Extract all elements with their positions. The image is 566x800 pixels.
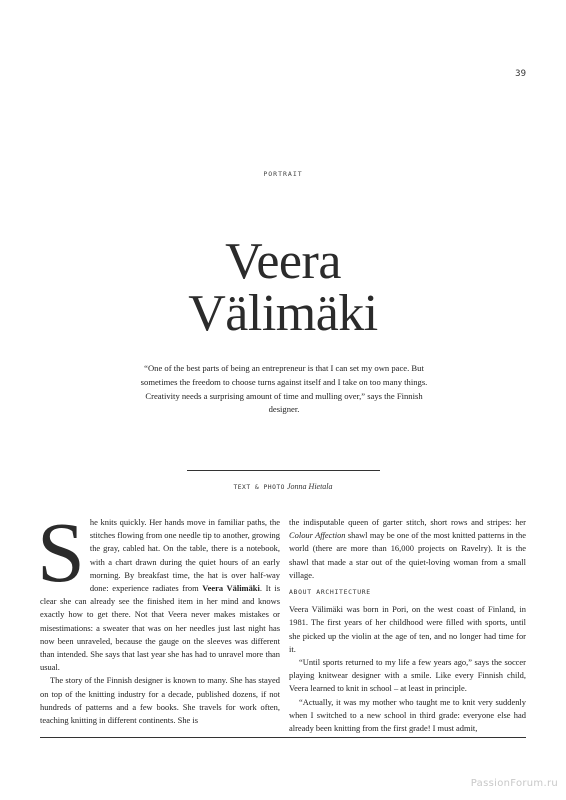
paragraph-text: he knits quickly. Her hands move in familiar paths, the stitches flowing from one needle tip to another, growing the gray, cabled hat. On the table, there is a notebook, with a chart drawn during the quiet hours of an early morning. By breakfast time, the hat is over half-way done: experience radiates from — [89, 517, 280, 594]
credit-divider — [187, 470, 380, 471]
body-column-left — [37, 504, 280, 727]
article-title — [0, 233, 566, 342]
paragraph: Veera Välimäki was born in Pori, on the west coast of Finland, in 1981. The first years of her childhood were filled with sports, until she picked up the violin at the age of ten, and no longer had time for it. — [289, 604, 526, 654]
paragraph-text: shawl may be one of the most knitted patterns in the world (there are more than 16,000 projects on Ravelry). It is the shawl that made a star out of the quiet-loving woman from a small village. — [289, 530, 527, 580]
paragraph: The story of the Finnish designer is known to many. She has stayed on top of the knitting industry for a decade, published dozens, if not hundreds of patterns and a few books. She travels for work often, teaching knitting in different continents. She is — [40, 675, 280, 726]
body-column-right — [289, 516, 526, 735]
paragraph: “Until sports returned to my life a few years ago,” says the soccer playing knitwear designer with a smile. Like every Finnish child, Veera learned to knit in school – at least in principle. — [289, 657, 526, 694]
title-line-1: Veera — [225, 233, 341, 290]
footer-divider — [40, 737, 526, 738]
paragraph: “Actually, it was my mother who taught me to knit very suddenly when I switched to a new school in third grade: everyone else had already been knitting from the first grade! I must admit, — [289, 696, 526, 734]
byline — [0, 482, 566, 491]
page-number: 39 — [515, 69, 526, 79]
byline-label: TEXT & PHOTO — [233, 484, 285, 491]
pattern-name: Colour Affection — [289, 530, 346, 541]
section-label: PORTRAIT — [263, 170, 303, 178]
byline-name: Jonna Hietala — [286, 482, 333, 491]
paragraph — [289, 516, 526, 582]
watermark: PassionForum.ru — [470, 778, 558, 789]
designer-name: Veera Välimäki — [202, 583, 260, 594]
paragraph-text: the indisputable queen of garter stitch, short rows and stripes: her — [289, 517, 526, 527]
paragraph — [37, 504, 280, 674]
title-line-2: Välimäki — [188, 285, 378, 342]
drop-cap: S — [37, 504, 85, 600]
pull-quote: “One of the best parts of being an entrepreneur is that I can set my own pace. But sometimes the freedom to choose turns against itself and I take on too many things. Creativity needs a surprising amount of time and mulling over,” says the Finnish designer. — [140, 363, 428, 415]
paragraph-text: . It is clear she can already see the finished item in her mind and knows exactly how to get there. Not that Veera never makes mistakes or misestimations: a sweater that was on her needles just last night has now been unraveled, because the gauge on the sleeves was different than intended. She says that last year she has had to unravel more than usual. — [40, 583, 280, 673]
section-subhead: ABOUT ARCHITECTURE — [289, 588, 371, 597]
